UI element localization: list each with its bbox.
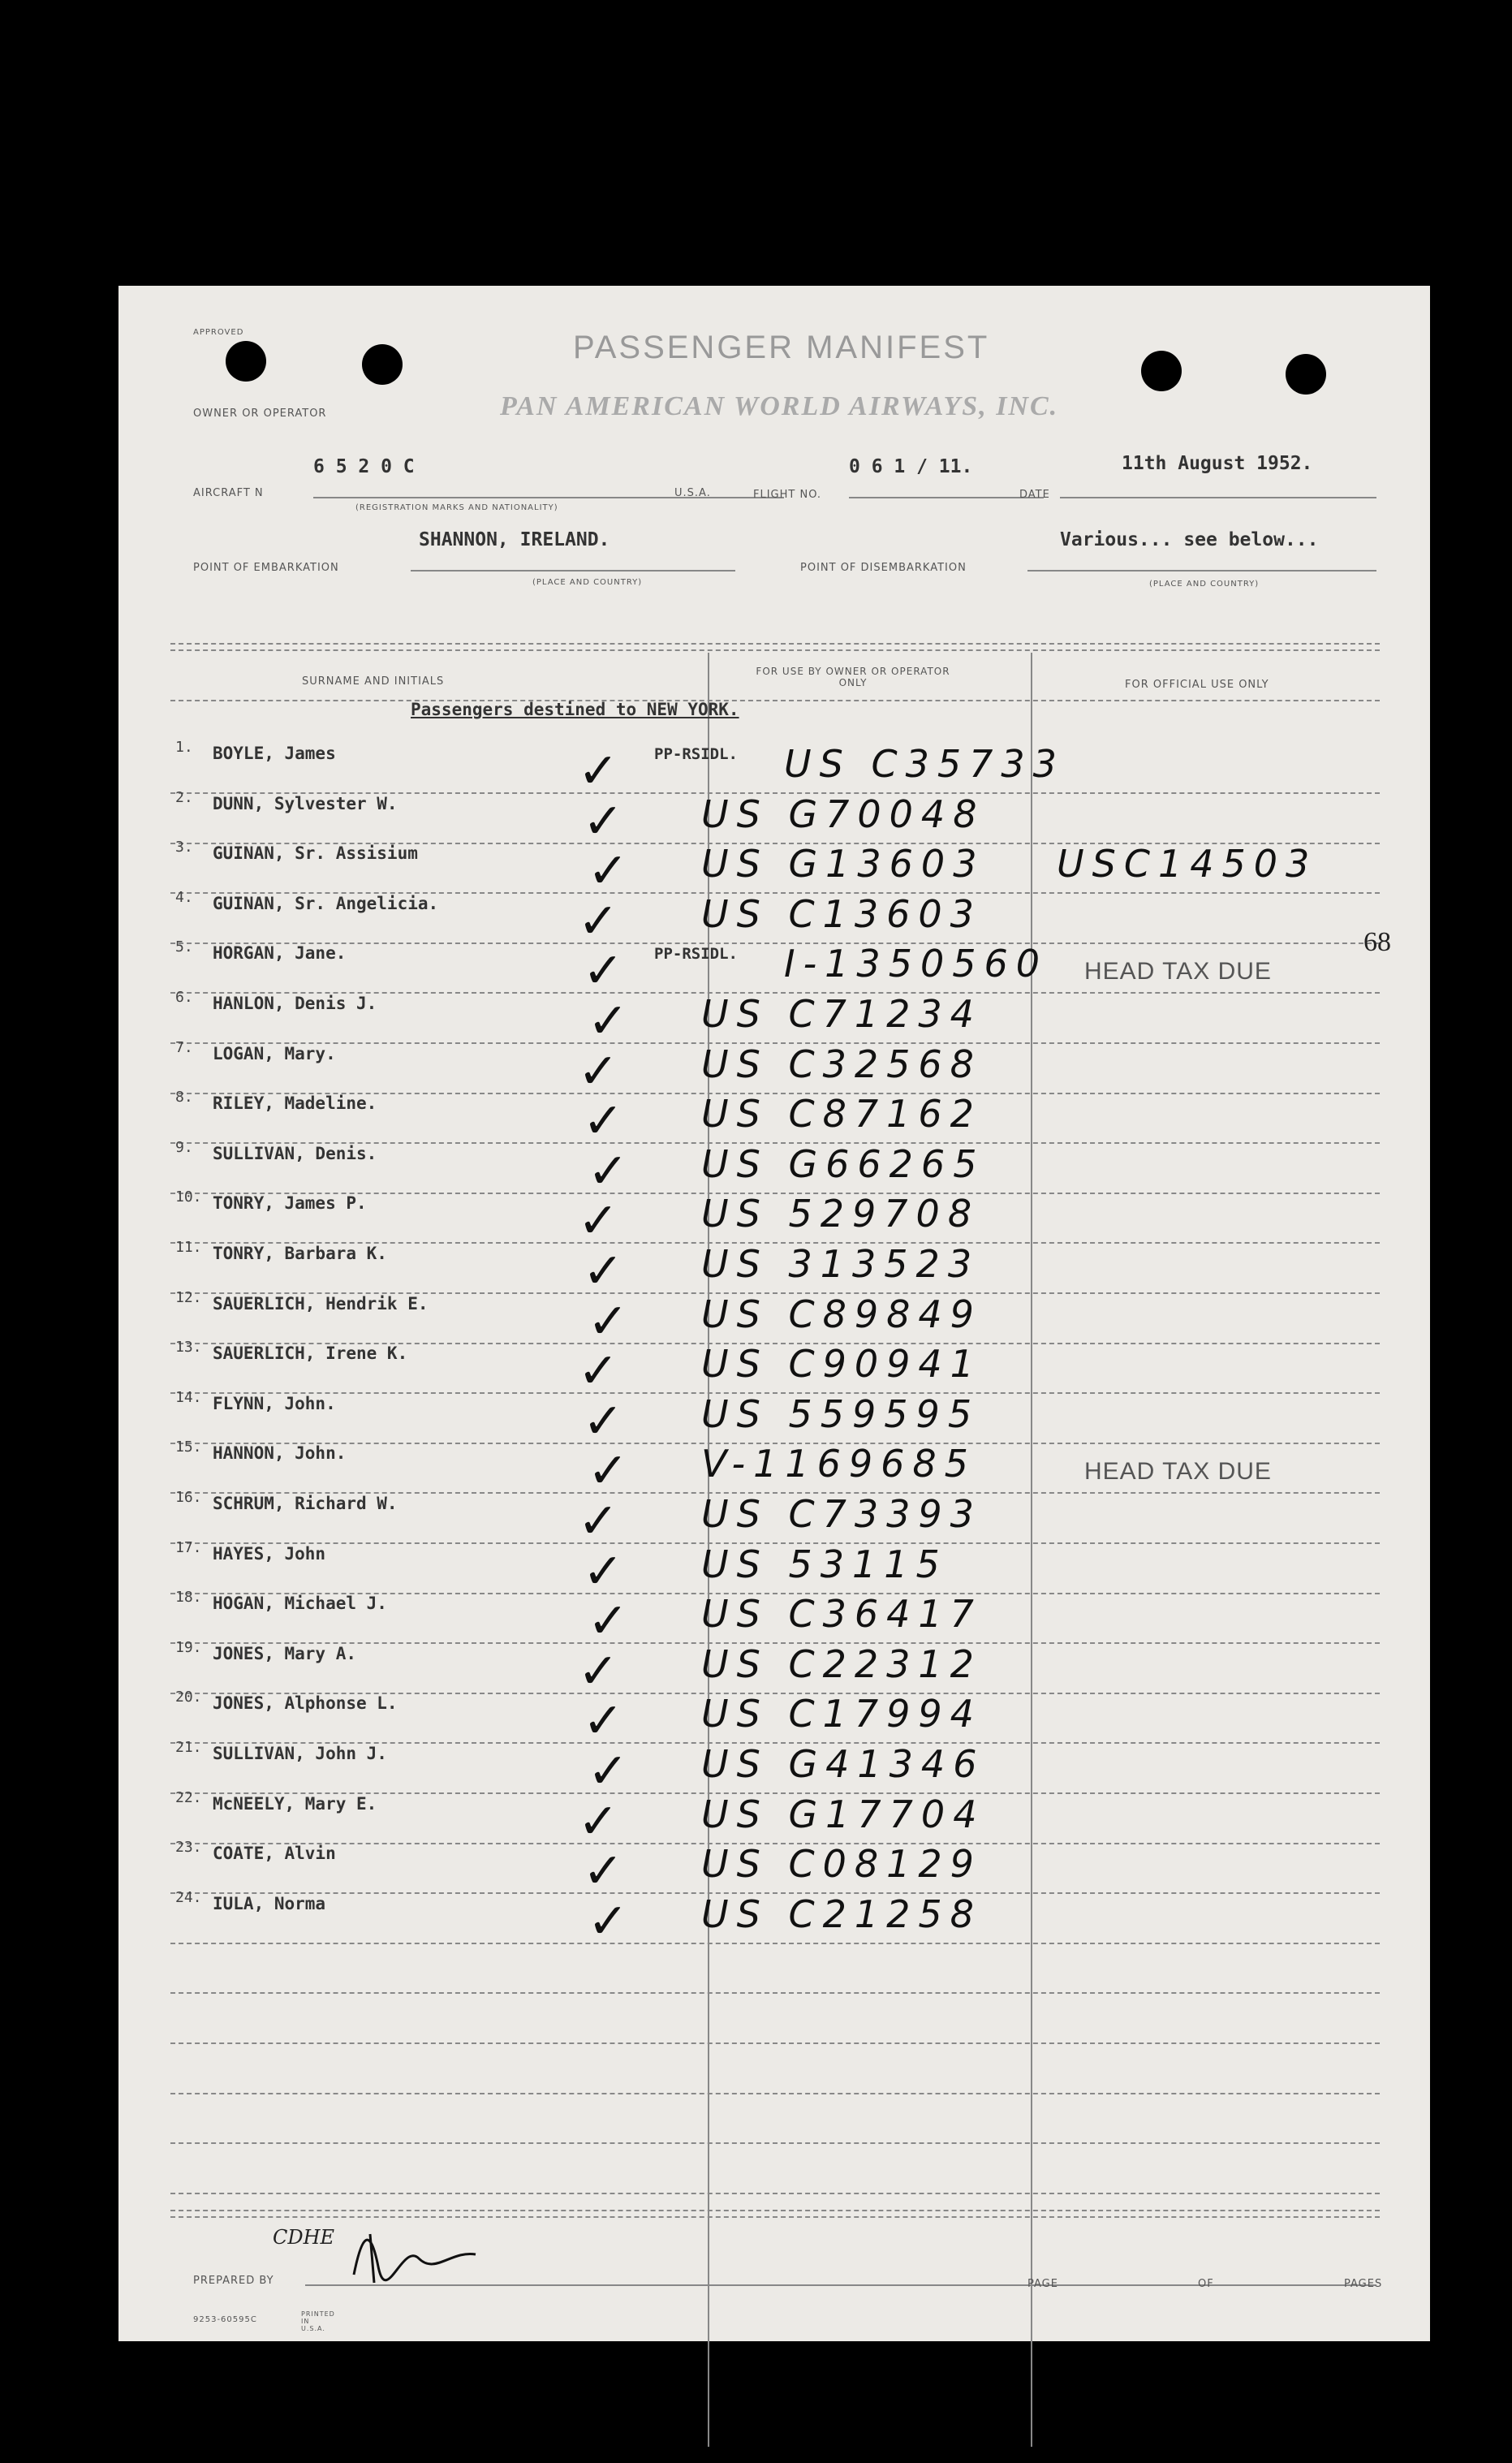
passport-number: US G17704 [701,1792,985,1836]
form-title: PASSENGER MANIFEST [573,330,990,365]
punch-hole [1286,354,1326,395]
check-mark-icon: ✓ [583,1843,624,1900]
passport-number: US C89849 [701,1292,982,1336]
passenger-name: SAUERLICH, Hendrik E. [213,1294,429,1313]
passenger-name: TONRY, James P. [213,1193,367,1213]
passenger-name: COATE, Alvin [213,1844,336,1863]
check-mark-icon: ✓ [583,1093,624,1150]
passport-prefix: PP-RSIDL. [654,945,738,963]
row-number: 19. [175,1639,202,1656]
passenger-name: JONES, Alphonse L. [213,1693,398,1713]
passport-number: US C73393 [701,1492,982,1536]
col-owner-header: FOR USE BY OWNER OR OPERATOR ONLY [756,666,950,688]
row-number: 6. [175,989,193,1006]
prepared-signature: CDHE [273,2226,335,2249]
passport-number: I-1350560 [784,942,1049,986]
check-mark-icon: ✓ [578,1343,619,1400]
passenger-name: TONRY, Barbara K. [213,1244,387,1263]
embark-value: SHANNON, IRELAND. [419,529,610,550]
check-mark-icon: ✓ [588,1143,629,1200]
check-mark-icon: ✓ [588,1743,629,1800]
prepared-label: PREPARED BY [193,2275,274,2287]
registration-note: (REGISTRATION MARKS AND NATIONALITY) [355,503,558,512]
passenger-name: GUINAN, Sr. Assisium [213,843,418,863]
col-name-header: SURNAME AND INITIALS [302,675,445,688]
row-number: 13. [175,1339,202,1356]
check-mark-icon: ✓ [578,1193,619,1249]
punch-hole [226,341,266,382]
col-official-header: FOR OFFICIAL USE ONLY [1125,679,1269,691]
pages-label: PAGES [1344,2278,1383,2290]
row-number: 14. [175,1389,202,1406]
check-mark-icon: ✓ [588,1593,629,1650]
blank-row-divider [170,2193,1380,2194]
passenger-name: HOGAN, Michael J. [213,1594,387,1613]
row-number: 5. [175,938,193,955]
passport-number: US 313523 [701,1242,980,1286]
passport-number: US C22312 [701,1642,982,1686]
passport-number: US C17994 [701,1692,982,1736]
flight-value: 0 6 1 / 11. [849,456,973,477]
row-number: 9. [175,1139,193,1156]
blank-row-divider [170,2142,1380,2144]
row-number: 12. [175,1289,202,1306]
side-page-number: 68 [1363,927,1391,957]
row-divider [170,942,1380,944]
passenger-name: McNEELY, Mary E. [213,1794,377,1814]
flight-label: FLIGHT NO. [753,489,822,501]
punch-hole [362,344,403,385]
aircraft-label: AIRCRAFT N [193,487,264,499]
check-mark-icon: ✓ [588,1293,629,1350]
check-mark-icon: ✓ [588,843,629,899]
row-number: 17. [175,1539,202,1556]
blank-row-divider [170,2093,1380,2094]
blank-row-divider [170,1992,1380,1994]
passport-number: US G13603 [701,842,985,886]
passport-number: US G70048 [701,792,985,836]
disembark-label: POINT OF DISEMBARKATION [800,562,967,574]
passport-number: US C21258 [701,1892,982,1936]
passenger-name: IULA, Norma [213,1894,326,1913]
form-number: 9253-60595C [193,2315,257,2324]
row-number: 8. [175,1089,193,1106]
check-mark-icon: ✓ [583,1543,624,1600]
check-mark-icon: ✓ [583,1243,624,1300]
row-number: 2. [175,789,193,806]
passenger-name: JONES, Mary A. [213,1644,357,1663]
disembark-value: Various... see below... [1060,529,1319,550]
passport-number: US C13603 [701,892,982,936]
row-number: 11. [175,1239,202,1256]
passport-number: US C90941 [701,1342,982,1386]
date-value: 11th August 1952. [1122,453,1313,474]
head-tax-stamp: HEAD TAX DUE [1084,1458,1272,1485]
passenger-name: BOYLE, James [213,744,336,763]
embark-place-note: (PLACE AND COUNTRY) [532,578,643,587]
passport-number: V-1169685 [701,1442,976,1486]
row-number: 18. [175,1589,202,1606]
passport-number: US G66265 [701,1142,985,1186]
passport-number: US C71234 [701,992,982,1036]
passport-prefix: PP-RSIDL. [654,745,738,763]
punch-hole [1141,351,1182,391]
passport-number: US C35733 [784,742,1065,786]
passenger-name: LOGAN, Mary. [213,1044,336,1063]
check-mark-icon: ✓ [578,1043,619,1100]
check-mark-icon: ✓ [578,1493,619,1550]
row-number: 1. [175,739,193,756]
head-tax-stamp: HEAD TAX DUE [1084,958,1272,985]
operator-name: PAN AMERICAN WORLD AIRWAYS, INC. [500,391,1059,421]
check-mark-icon: ✓ [578,743,619,800]
check-mark-icon: ✓ [578,893,619,950]
passport-number: US C32568 [701,1042,982,1086]
check-mark-icon: ✓ [588,1443,629,1499]
passenger-name: HANLON, Denis J. [213,994,377,1013]
passenger-name: HANNON, John. [213,1443,347,1463]
manifest-sheet [118,286,1430,2341]
check-mark-icon: ✓ [583,942,624,999]
passenger-name: SULLIVAN, John J. [213,1744,387,1763]
page-label: PAGE [1027,2278,1058,2290]
passport-number: US C87162 [701,1092,982,1136]
check-mark-icon: ✓ [588,993,629,1050]
check-mark-icon: ✓ [578,1643,619,1700]
check-mark-icon: ✓ [583,793,624,850]
passport-number: US G41346 [701,1742,985,1786]
row-number: 16. [175,1489,202,1506]
check-mark-icon: ✓ [583,1393,624,1450]
row-number: 21. [175,1739,202,1756]
passenger-name: SAUERLICH, Irene K. [213,1344,408,1363]
passenger-name: GUINAN, Sr. Angelicia. [213,894,439,913]
passenger-name: SULLIVAN, Denis. [213,1144,377,1163]
blank-row-divider [170,2042,1380,2044]
date-label: DATE [1019,489,1050,501]
passport-number: US C08129 [701,1842,982,1886]
passport-number: US 53115 [701,1542,948,1586]
check-mark-icon: ✓ [578,1793,619,1850]
passport-number: US C36417 [701,1592,982,1636]
row-number: 10. [175,1188,202,1206]
check-mark-icon: ✓ [583,1693,624,1749]
passenger-name: HAYES, John [213,1544,326,1564]
row-number: 24. [175,1889,202,1906]
row-number: 22. [175,1789,202,1806]
approved-label: APPROVED [193,328,244,337]
row-number: 7. [175,1039,193,1056]
of-label: OF [1198,2278,1214,2290]
row-number: 3. [175,839,193,856]
printed-note: PRINTED IN U.S.A. [301,2310,335,2332]
passenger-name: HORGAN, Jane. [213,943,347,963]
passport-number: US 529708 [701,1192,980,1236]
passenger-name: RILEY, Madeline. [213,1093,377,1113]
signature-scribble [338,2218,500,2291]
destined-note: Passengers destined to NEW YORK. [411,700,739,719]
passenger-name: FLYNN, John. [213,1394,336,1413]
usa-label: U.S.A. [674,487,711,499]
row-number: 23. [175,1839,202,1856]
row-number: 4. [175,889,193,906]
check-mark-icon: ✓ [588,1893,629,1950]
embark-label: POINT OF EMBARKATION [193,562,339,574]
passport-number: US 559595 [701,1392,980,1436]
row-number: 20. [175,1689,202,1706]
aircraft-value: 6 5 2 0 C [313,456,415,477]
row-number: 15. [175,1439,202,1456]
operator-label: OWNER OR OPERATOR [193,408,327,420]
passenger-name: DUNN, Sylvester W. [213,794,398,813]
passenger-name: SCHRUM, Richard W. [213,1494,398,1513]
passport-extra: USC14503 [1057,842,1318,886]
row-divider [170,1943,1380,1944]
disembark-place-note: (PLACE AND COUNTRY) [1149,580,1260,589]
